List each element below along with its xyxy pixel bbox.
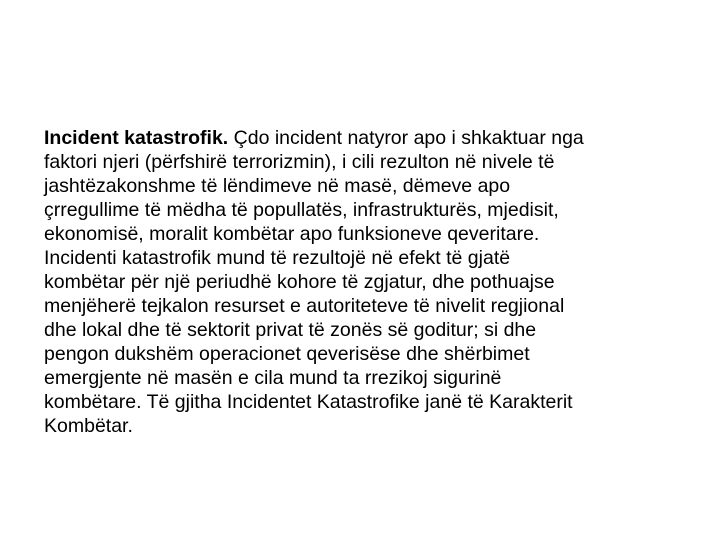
paragraph-line: ekonomisë, moralit kombëtar apo funksioneve qeveritare. [44,223,540,245]
definition-text: Çdo incident natyror apo i shkaktuar nga [228,127,584,149]
paragraph-line: jashtëzakonshme të lëndimeve në masë, dëmeve apo [44,175,511,197]
paragraph-line: kombëtare. Të gjitha Incidentet Katastrofike janë të Karakterit [44,391,573,413]
paragraph-line: Incidenti katastrofik mund të rezultojë në efekt të gjatë [44,247,511,269]
definition-paragraph [44,126,684,438]
paragraph-line: Kombëtar. [44,415,133,437]
paragraph-line: dhe lokal dhe të sektorit privat të zonës së goditur; si dhe [44,319,537,341]
paragraph-line: pengon dukshëm operacionet qeverisëse dhe shërbimet [44,343,530,365]
paragraph-line: kombëtar për një periudhë kohore të zgjatur, dhe pothuajse [44,271,555,293]
paragraph-line: çrregullime të mëdha të popullatës, infrastrukturës, mjedisit, [44,199,559,221]
paragraph-line: faktori njeri (përfshirë terrorizmin), i cili rezulton në nivele të [44,151,555,173]
paragraph-line [44,126,684,150]
paragraph-line: menjëherë tejkalon resurset e autoriteteve të nivelit regjional [44,295,565,317]
paragraph-line: emergjente në masën e cila mund ta rrezikoj sigurinë [44,367,502,389]
definition-term: Incident katastrofik. [44,127,229,149]
